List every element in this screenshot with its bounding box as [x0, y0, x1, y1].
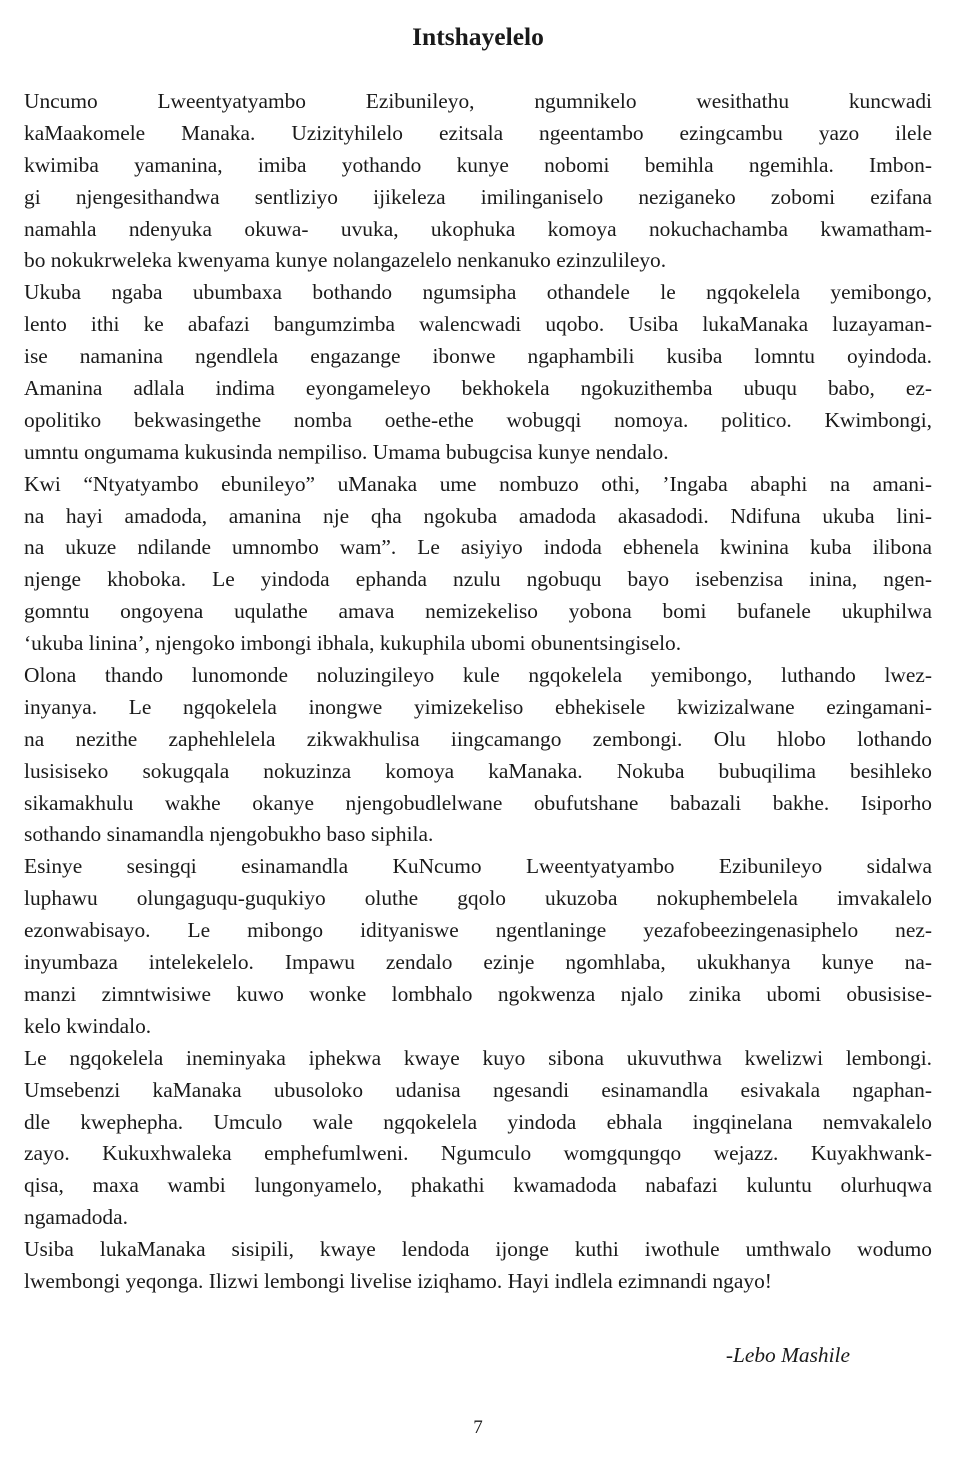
paragraph-line: Ukuba ngaba ubumbaxa bothando ngumsipha othandele le ngqokelela yemibongo, [24, 280, 932, 305]
paragraph-line: Amanina adlala indima eyongameleyo bekhokela ngokuzithemba ubuqu babo, ez- [24, 376, 932, 401]
paragraph-line: njenge khoboka. Le yindoda ephanda nzulu ngobuqu bayo isebenzisa inina, ngen- [24, 567, 932, 592]
document-page [24, 0, 932, 1460]
paragraph-line: lento ithi ke abafazi bangumzimba walencwadi uqobo. Usiba lukaManaka luzayaman- [24, 312, 932, 337]
paragraph-line: Uncumo Lweentyatyambo Ezibunileyo, ngumnikelo wesithathu kuncwadi [24, 89, 932, 113]
paragraph-line: qisa, maxa wambi lungonyamelo, phakathi kwamadoda nabafazi kuluntu olurhuqwa [24, 1173, 932, 1198]
paragraph [24, 660, 932, 851]
paragraph-line: sikamakhulu wakhe okanye njengobudlelwane obufutshane babazali bakhe. Isiporho [24, 790, 932, 815]
paragraph-line: kaMaakomele Manaka. Uzizityhilelo ezitsala ngeentambo ezingcambu yazo ilele [24, 120, 932, 145]
paragraph-line: ise namanina ngendlela engazange ibonwe ngaphambili kusiba lomntu oyindoda. [24, 344, 932, 369]
paragraph [24, 851, 932, 1042]
paragraph-line: ngamadoda. [24, 1205, 128, 1230]
page-title: Intshayelelo [412, 22, 544, 51]
paragraph-line: ‘ukuba linina’, njengoko imbongi ibhala, kukuphila ubomi obunentsingiselo. [24, 631, 682, 656]
paragraph-line: bo nokukrweleka kwenyama kunye nolangazelelo nenkanuko ezinzulileyo. [24, 248, 667, 273]
paragraph-line: kelo kwindalo. [24, 1013, 152, 1038]
paragraph-line: zayo. Kukuxhwaleka emphefumlweni. Ngumculo womgqungqo wejazz. Kuyakhwank- [24, 1141, 932, 1166]
body-text [24, 86, 932, 1298]
paragraph-line: inyanya. Le ngqokelela inongwe yimizekeliso ebhekisele kwizizalwane ezingamani- [24, 694, 932, 719]
paragraph-line: manzi zimntwisiwe kuwo wonke lombhalo ngokwenza njalo zinika ubomi obusisise- [24, 981, 932, 1006]
author-signature: -Lebo Mashile [725, 1343, 850, 1367]
page-number: 7 [473, 1417, 483, 1438]
paragraph-line: namahla ndenyuka okuwa- uvuka, ukophuka komoya nokuchachamba kwamatham- [24, 216, 932, 241]
paragraph-line: kwimiba yamanina, imiba yothando kunye nobomi bemihla ngemihla. Imbon- [24, 152, 932, 177]
paragraph [24, 277, 932, 468]
paragraph-line: lusisiseko sokugqala nokuzinza komoya kaManaka. Nokuba bubuqilima besihleko [24, 758, 932, 783]
paragraph-line: dle kwephepha. Umculo wale ngqokelela yindoda ebhala ingqinelana nemvakalelo [24, 1109, 932, 1134]
paragraph-line: opolitiko bekwasingethe nomba oethe-ethe wobugqi nomoya. politico. Kwimbongi, [24, 407, 932, 432]
paragraph-line: Le ngqokelela ineminyaka iphekwa kwaye kuyo sibona ukuvuthwa kwelizwi lembongi. [24, 1045, 932, 1070]
paragraph [24, 469, 932, 660]
paragraph [24, 86, 932, 277]
paragraph-line: luphawu olungaguqu-guqukiyo oluthe gqolo ukuzoba nokuphembelela imvakalelo [24, 886, 932, 911]
paragraph-line: na hayi amadoda, amanina nje qha ngokuba amadoda akasadodi. Ndifuna ukuba lini- [24, 503, 932, 528]
paragraph-line: Esinye sesingqi esinamandla KuNcumo Lweentyatyambo Ezibunileyo sidalwa [24, 854, 932, 879]
paragraph-line: ezonwabisayo. Le mibongo idityaniswe ngentlaninge yezafobeezingenasiphelo nez- [24, 918, 932, 943]
paragraph-line: gi njengesithandwa sentliziyo ijikeleza imilinganiselo neziganeko zobomi ezifana [24, 184, 932, 209]
paragraph-line: lwembongi yeqonga. Ilizwi lembongi livelise iziqhamo. Hayi indlela ezimnandi ngayo! [24, 1268, 772, 1293]
paragraph-line: na ukuze ndilande umnombo wam”. Le asiyiyo indoda ebhenela kwinina kuba ilibona [24, 535, 932, 560]
paragraph-line: inyumbaza intelekelelo. Impawu zendalo ezinje ngomhlaba, ukukhanya kunye na- [24, 950, 932, 975]
paragraph-line: Kwi “Ntyatyambo ebunileyo” uManaka ume nombuzo othi, ’Ingaba abaphi na amani- [24, 471, 932, 496]
paragraph-line: gomntu ongoyena uqulathe amava nemizekeliso yobona bomi bufanele ukuphilwa [24, 599, 932, 624]
paragraph-line: Usiba lukaManaka sisipili, kwaye lendoda ijonge kuthi iwothule umthwalo wodumo [24, 1237, 932, 1262]
paragraph [24, 1043, 932, 1234]
paragraph-line: Umsebenzi kaManaka ubusoloko udanisa ngesandi esinamandla esivakala ngaphan- [24, 1077, 932, 1102]
paragraph-line: umntu ongumama kukusinda nempiliso. Umama bubugcisa kunye nendalo. [24, 439, 669, 464]
paragraph-line: na nezithe zaphehlelela zikwakhulisa iingcamango zembongi. Olu hlobo lothando [24, 726, 932, 751]
paragraph-line: sothando sinamandla njengobukho baso siphila. [24, 822, 434, 847]
paragraph-line: Olona thando lunomonde noluzingileyo kule ngqokelela yemibongo, luthando lwez- [24, 663, 932, 688]
paragraph [24, 1234, 932, 1298]
